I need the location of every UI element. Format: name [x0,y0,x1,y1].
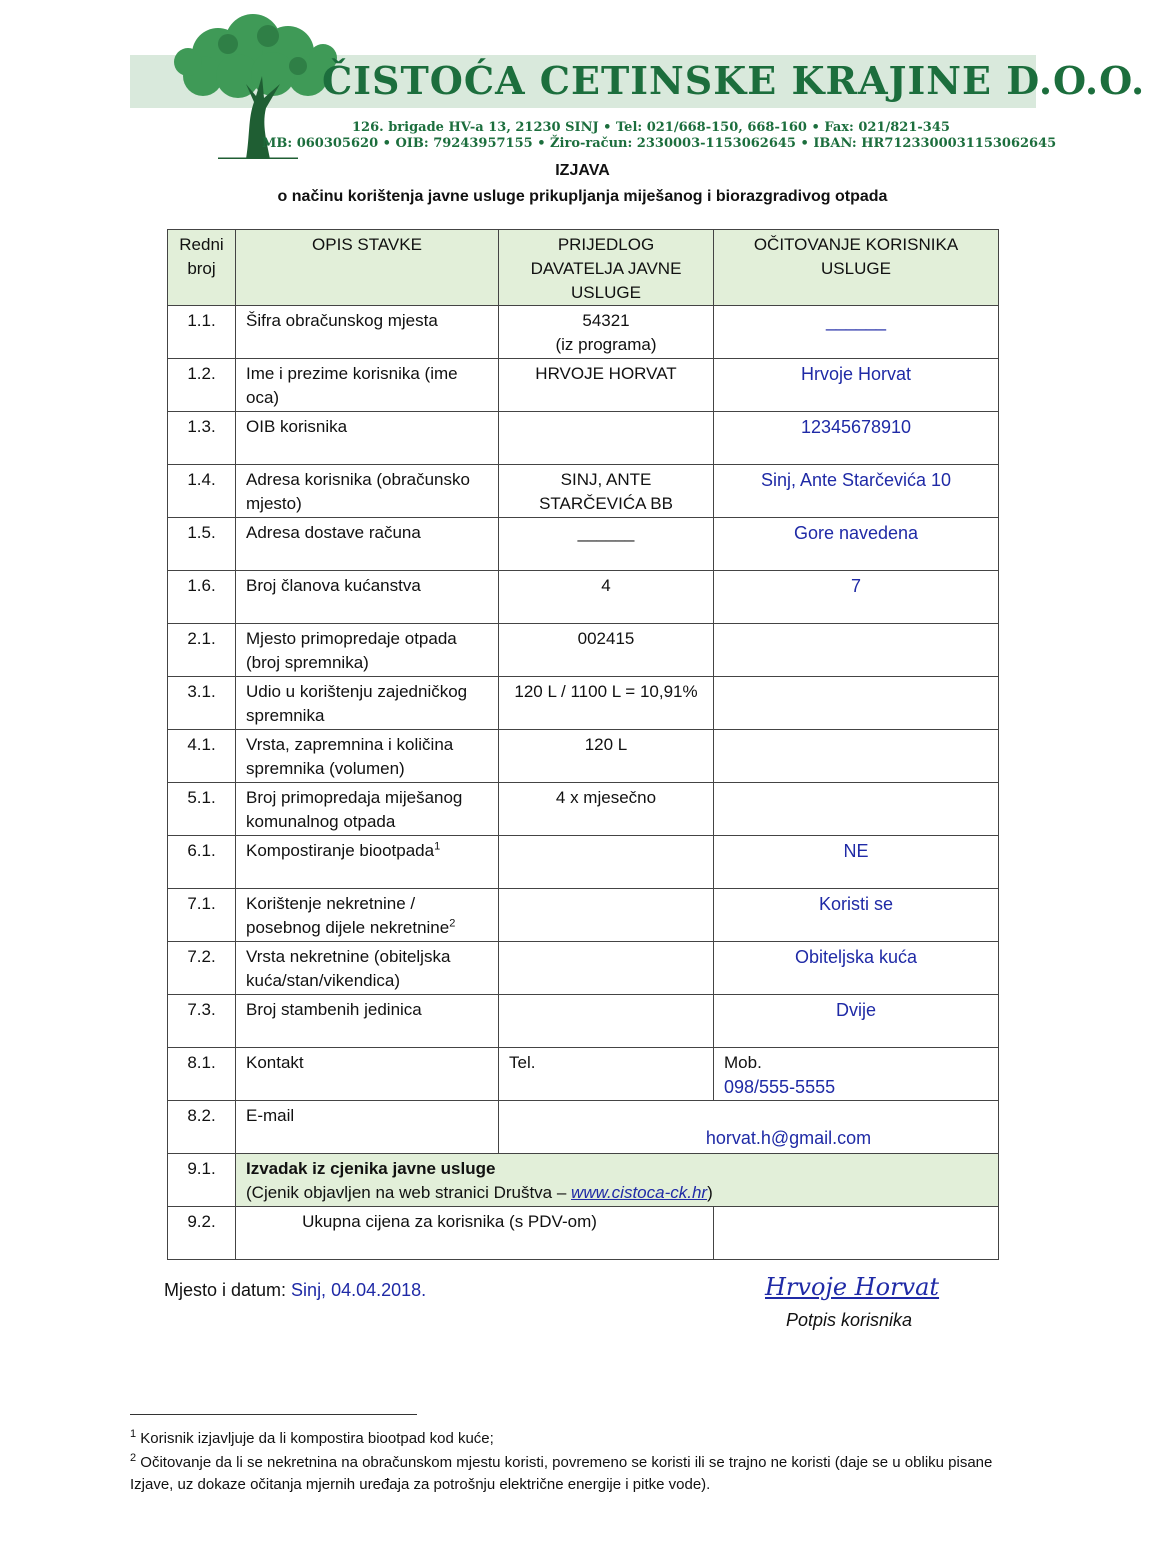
table-row [168,942,999,995]
table-row [168,783,999,836]
row-description: E-mail [236,1101,499,1154]
email-cell[interactable] [499,1101,999,1154]
mobile-cell[interactable] [714,1048,999,1101]
table-row [168,995,999,1048]
table-row-email [168,1101,999,1154]
table-header-row [168,230,999,306]
footnote-1-number: 1 [130,1428,137,1440]
row-no: 1.4. [168,465,236,518]
pricelist-link[interactable]: www.cistoca-ck.hr [571,1183,708,1202]
pricelist-note-suffix: ) [707,1183,713,1202]
row-response[interactable]: ______ [714,306,999,359]
footnote-1-text: Korisnik izjavljuje da li kompostira biootpad kod kuće; [136,1430,494,1447]
row-description [236,359,499,412]
row-proposal [499,995,714,1048]
header-response: OČITOVANJE KORISNIKA USLUGE [714,230,999,306]
document-title: IZJAVA [555,162,610,179]
statement-table [167,229,999,1260]
row-no: 7.2. [168,942,236,995]
row-response[interactable]: Obiteljska kuća [714,942,999,995]
row-description: Kontakt [236,1048,499,1101]
row-description [236,306,499,359]
row-description-text: Vrsta nekretnine (obiteljska kuća/stan/vikendica) [246,947,451,990]
row-no: 7.3. [168,995,236,1048]
row-proposal [499,889,714,942]
row-proposal: 002415 [499,624,714,677]
pricelist-note-prefix: (Cjenik objavljen na web stranici Društva – [246,1183,572,1202]
header-description: OPIS STAVKE [236,230,499,306]
table-row [168,624,999,677]
signature-label: Potpis korisnika [786,1310,913,1330]
footnote-ref: 2 [449,917,456,930]
row-proposal: HRVOJE HORVAT [499,359,714,412]
row-description-text: OIB korisnika [246,417,348,436]
row-response[interactable]: Gore navedena [714,518,999,571]
row-description-text: Kompostiranje biootpada [246,841,435,860]
table-row [168,730,999,783]
document-subtitle: o načinu korištenja javne usluge prikupljanja miješanog i biorazgradivog otpada [277,188,888,205]
total-value[interactable] [714,1207,999,1260]
footnote-ref: 1 [434,840,441,853]
row-description-text: Broj stambenih jedinica [246,1000,422,1019]
place-date-label: Mjesto i datum: [164,1280,292,1300]
total-description: Ukupna cijena za korisnika (s PDV-om) [236,1207,714,1260]
footnote-1 [130,1428,494,1450]
table-row [168,677,999,730]
mobile-value: 098/555-5555 [724,1077,836,1097]
row-description [236,465,499,518]
table-row-pricelist [168,1154,999,1207]
signature: Hrvoje Horvat [765,1273,940,1301]
row-no: 1.1. [168,306,236,359]
row-response[interactable]: Sinj, Ante Starčevića 10 [714,465,999,518]
table-row [168,359,999,412]
row-description [236,995,499,1048]
row-no: 4.1. [168,730,236,783]
row-response[interactable]: Koristi se [714,889,999,942]
row-response[interactable]: Hrvoje Horvat [714,359,999,412]
row-no: 3.1. [168,677,236,730]
row-description-text: Adresa dostave računa [246,523,421,542]
table-row [168,518,999,571]
header-proposal: PRIJEDLOG DAVATELJA JAVNE USLUGE [499,230,714,306]
table-row [168,889,999,942]
place-date-value: Sinj, 04.04.2018. [291,1280,427,1300]
row-proposal: 120 L / 1100 L = 10,91% [499,677,714,730]
row-no: 7.1. [168,889,236,942]
row-description-text: Vrsta, zapremnina i količina spremnika (volumen) [246,735,454,778]
row-no: 1.3. [168,412,236,465]
row-no: 9.1. [168,1154,236,1207]
footnote-2-text: Očitovanje da li se nekretnina na obračunskom mjestu koristi, povremeno se koristi ili se trajno ne koristi (daje se u obliku pisane Izjave, uz dokaze očitanja mjernih uređaja za potrošnju električne energije i pitke vode). [130,1454,993,1493]
pricelist-title: Izvadak iz cjenika javne usluge [246,1159,496,1178]
row-response[interactable] [714,783,999,836]
header-no: Redni broj [168,230,236,306]
row-description-text: Korištenje nekretnine / posebnog dijele nekretnine [246,894,450,937]
company-name: ČISTOĆA CETINSKE KRAJINE D.O.O. [322,58,1146,103]
table-row [168,412,999,465]
row-description [236,783,499,836]
table-row-total [168,1207,999,1260]
table-row [168,836,999,889]
row-response[interactable]: 7 [714,571,999,624]
table-row [168,571,999,624]
row-description [236,412,499,465]
row-response[interactable]: NE [714,836,999,889]
row-description-text: Broj članova kućanstva [246,576,421,595]
row-proposal: SINJ, ANTE STARČEVIĆA BB [499,465,714,518]
row-description [236,730,499,783]
row-description-text: Ime i prezime korisnika (ime oca) [246,364,458,407]
row-no: 8.2. [168,1101,236,1154]
row-response[interactable]: Dvije [714,995,999,1048]
row-response[interactable] [714,624,999,677]
row-description [236,942,499,995]
row-description [236,624,499,677]
row-no: 2.1. [168,624,236,677]
row-proposal [499,942,714,995]
row-description-text: Mjesto primopredaje otpada (broj spremnika) [246,629,457,672]
row-description [236,571,499,624]
row-no: 1.2. [168,359,236,412]
pricelist-note [246,1181,988,1205]
row-no: 6.1. [168,836,236,889]
pricelist-cell [236,1154,999,1207]
row-response[interactable]: 12345678910 [714,412,999,465]
row-description [236,836,499,889]
row-no: 5.1. [168,783,236,836]
row-proposal: 54321 (iz programa) [499,306,714,359]
row-no: 9.2. [168,1207,236,1260]
company-address: 126. brigade HV-a 13, 21230 SINJ • Tel: 021/668-150, 668-160 • Fax: 021/821-345 [352,120,950,135]
mobile-label: Mob. [724,1053,762,1072]
row-description-text: Adresa korisnika (obračunsko mjesto) [246,470,470,513]
row-no: 8.1. [168,1048,236,1101]
row-no: 1.5. [168,518,236,571]
table-row [168,306,999,359]
row-description-text: Šifra obračunskog mjesta [246,311,438,330]
row-description [236,889,499,942]
row-response[interactable] [714,677,999,730]
footnote-2-number: 2 [130,1452,137,1464]
place-date [164,1280,426,1301]
footnote-2 [130,1452,1035,1496]
table-row [168,465,999,518]
row-proposal [499,412,714,465]
row-proposal: 120 L [499,730,714,783]
email-value: horvat.h@gmail.com [705,1128,872,1148]
row-proposal: ______ [499,518,714,571]
tel-label: Tel. [499,1048,714,1101]
company-registration: MB: 060305620 • OIB: 79243957155 • Žiro-račun: 2330003-1153062645 • IBAN: HR7123300031153062645 [262,136,1057,151]
row-description-text: Udio u korištenju zajedničkog spremnika [246,682,468,725]
footnote-divider [130,1414,417,1415]
row-proposal: 4 x mjesečno [499,783,714,836]
row-proposal: 4 [499,571,714,624]
row-description-text: Broj primopredaja miješanog komunalnog otpada [246,788,463,831]
row-response[interactable] [714,730,999,783]
row-no: 1.6. [168,571,236,624]
row-description [236,677,499,730]
row-proposal [499,836,714,889]
row-description [236,518,499,571]
table-row-contact [168,1048,999,1101]
